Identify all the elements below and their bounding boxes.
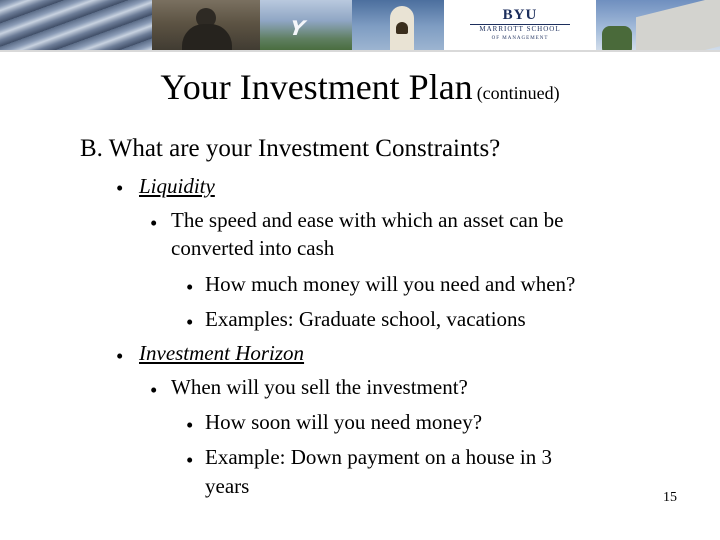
building-shape xyxy=(636,0,720,52)
liquidity-example-1: How much money will you need and when? xyxy=(205,272,576,296)
bullet-icon: • xyxy=(150,211,158,235)
slide-title-main: Your Investment Plan xyxy=(160,67,473,107)
bullet-icon: • xyxy=(186,448,194,472)
section-heading: B. What are your Investment Constraints? xyxy=(80,135,501,162)
banner-photo-statue xyxy=(152,0,260,52)
horizon-example-2-line-2: years xyxy=(205,474,250,498)
liquidity-example-2: Examples: Graduate school, vacations xyxy=(205,307,526,331)
tree-shape xyxy=(602,26,632,52)
banner-photo-mountain-y xyxy=(260,0,352,52)
banner-photo-building-lines xyxy=(0,0,152,52)
statue-body-shape xyxy=(182,24,232,52)
constraint-label-investment-horizon: Investment Horizon xyxy=(139,341,305,365)
horizon-example-1: How soon will you need money? xyxy=(205,410,483,434)
mountain-y-mark: Y xyxy=(285,16,309,40)
constraint-label-liquidity: Liquidity xyxy=(139,174,215,198)
byu-marriott-logo xyxy=(444,0,596,52)
bullet-icon: • xyxy=(150,378,158,402)
horizon-example-2-line-1: Example: Down payment on a house in 3 xyxy=(205,445,553,469)
banner-divider xyxy=(0,50,720,52)
byu-logo-text: BYU xyxy=(502,7,538,23)
logo-school-name: MARRIOTT SCHOOL xyxy=(479,25,561,33)
bullet-icon: • xyxy=(186,413,194,437)
slide-title xyxy=(0,66,720,108)
bullet-icon: • xyxy=(186,275,194,299)
bullet-icon: • xyxy=(116,344,124,368)
banner-photo-campus-building xyxy=(596,0,720,52)
bullet-icon: • xyxy=(186,310,194,334)
logo-school-subtitle: OF MANAGEMENT xyxy=(491,36,549,41)
slide-title-suffix: (continued) xyxy=(476,83,560,103)
bell-icon xyxy=(396,22,408,34)
bullet-icon: • xyxy=(116,176,124,200)
liquidity-definition-line-2: converted into cash xyxy=(171,236,335,260)
horizon-definition-line-1: When will you sell the investment? xyxy=(171,375,468,399)
liquidity-definition-line-1: The speed and ease with which an asset can be xyxy=(171,208,564,232)
page-number: 15 xyxy=(663,490,677,505)
header-banner xyxy=(0,0,720,52)
banner-photo-bell-tower xyxy=(352,0,444,52)
